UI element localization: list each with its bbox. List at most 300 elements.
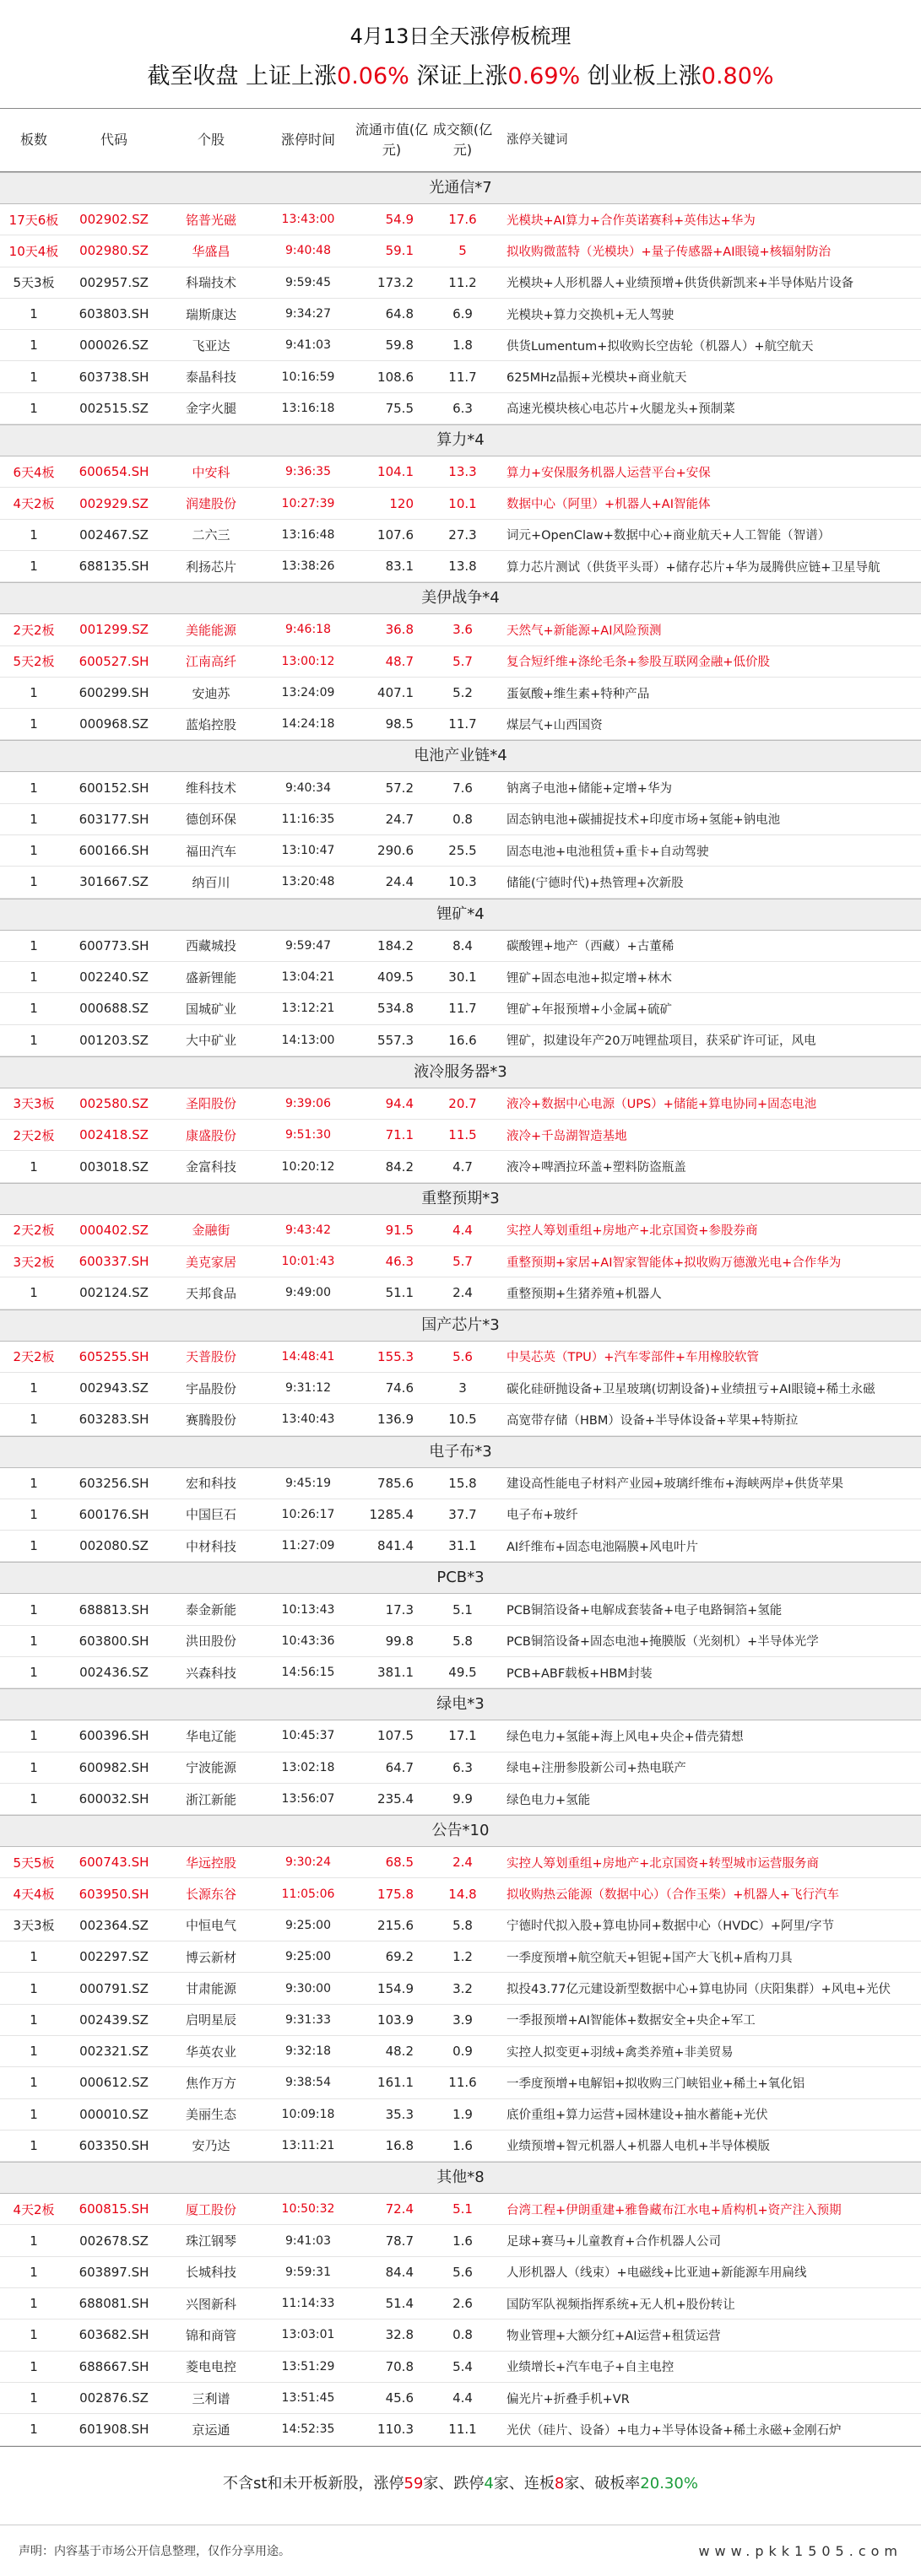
cell-cap: 57.2 — [385, 780, 414, 796]
table-row — [0, 2099, 921, 2130]
summary-t3: 家、破板率 — [564, 2474, 641, 2492]
cell-cap: 175.8 — [377, 1886, 414, 1902]
cell-code: 603283.SH — [79, 1412, 149, 1428]
cell-cap: 83.1 — [385, 559, 414, 575]
cell-time: 9:59:31 — [285, 2265, 331, 2279]
cell-code: 000968.SZ — [79, 716, 149, 732]
cell-name: 天普股份 — [185, 1349, 236, 1365]
cell-code: 002297.SZ — [79, 1949, 149, 1965]
cell-code: 600982.SH — [79, 1759, 149, 1775]
cell-name: 洪田股份 — [185, 1634, 236, 1650]
table-row — [0, 1941, 921, 1973]
cell-name: 美能能源 — [185, 622, 236, 638]
cell-cap: 841.4 — [377, 1538, 414, 1554]
cell-code: 600743.SH — [79, 1855, 149, 1871]
table-row — [0, 804, 921, 835]
cell-code: 000612.SZ — [79, 2075, 149, 2091]
cell-name: 中安科 — [192, 464, 230, 480]
cell-board: 1 — [30, 2106, 38, 2122]
table-row — [0, 330, 921, 361]
cell-time: 9:31:12 — [285, 1381, 331, 1396]
cell-time: 9:43:42 — [285, 1223, 331, 1237]
cell-keywords: 蛋氨酸+维生素+特种产品 — [507, 687, 650, 701]
cell-name: 泰晶科技 — [185, 370, 236, 386]
cell-vol: 17.1 — [448, 1728, 477, 1744]
cell-keywords: 固态电池+电池租赁+重卡+自动驾驶 — [507, 845, 709, 859]
cell-time: 13:51:29 — [281, 2359, 335, 2373]
category-header: 重整预期*3 — [0, 1183, 921, 1215]
cell-time: 10:13:43 — [281, 1602, 335, 1617]
cell-cap: 64.8 — [385, 306, 414, 322]
cell-name: 兴图新科 — [185, 2296, 236, 2312]
cell-board: 3天2板 — [13, 1254, 55, 1270]
table-row — [0, 2036, 921, 2067]
cell-board: 1 — [30, 1158, 38, 1175]
cell-time: 13:02:18 — [281, 1760, 335, 1774]
cell-board: 1 — [30, 2327, 38, 2343]
cell-vol: 2.4 — [452, 1285, 473, 1301]
cell-cap: 161.1 — [377, 2075, 414, 2091]
cell-cap: 84.4 — [385, 2264, 414, 2280]
cell-board: 10天4板 — [8, 243, 59, 259]
cell-name: 启明星辰 — [185, 2012, 236, 2028]
cell-name: 厦工股份 — [185, 2201, 236, 2217]
cell-time: 14:24:18 — [281, 717, 335, 732]
table-row — [0, 931, 921, 962]
table-row — [0, 1342, 921, 1373]
cell-keywords: 宁德时代拟入股+算电协同+数据中心（HVDC）+阿里/字节 — [507, 1920, 834, 1934]
cell-cap: 107.6 — [377, 527, 414, 543]
cell-keywords: 天然气+新能源+AI风险预测 — [507, 624, 662, 638]
cell-cap: 120 — [389, 495, 414, 511]
cell-cap: 184.2 — [377, 937, 414, 953]
cell-vol: 1.9 — [452, 2106, 473, 2122]
cell-code: 002436.SZ — [79, 1665, 149, 1681]
cell-cap: 24.4 — [385, 874, 414, 890]
cell-name: 纳百川 — [192, 874, 230, 890]
table-row — [0, 2225, 921, 2256]
cell-time: 9:38:54 — [285, 2076, 331, 2090]
cell-cap: 108.6 — [377, 369, 414, 385]
cell-vol: 30.1 — [448, 969, 477, 986]
cell-cap: 235.4 — [377, 1791, 414, 1807]
cell-keywords: 实控人筹划重组+房地产+北京国资+转型城市运营服务商 — [507, 1856, 819, 1871]
cell-vol: 5.4 — [452, 2358, 473, 2374]
category-header: 绿电*3 — [0, 1688, 921, 1720]
table-row — [0, 299, 921, 330]
cell-keywords: 拟投43.77亿元建设新型数据中心+算电协同（庆阳集群）+风电+光伏 — [507, 1983, 891, 1996]
cell-board: 1 — [30, 1506, 38, 1522]
cell-cap: 136.9 — [377, 1412, 414, 1428]
cell-cap: 103.9 — [377, 2012, 414, 2028]
cell-time: 13:16:48 — [281, 527, 335, 542]
cell-code: 002515.SZ — [79, 400, 149, 416]
cell-time: 14:52:35 — [281, 2422, 335, 2437]
cell-board: 1 — [30, 1980, 38, 1996]
cell-name: 美克家居 — [185, 1254, 236, 1270]
cell-vol: 1.6 — [452, 2137, 473, 2153]
cell-time: 11:05:06 — [281, 1887, 335, 1901]
cell-name: 维科技术 — [185, 780, 236, 797]
cell-time: 9:45:19 — [285, 1476, 331, 1490]
cell-vol: 6.9 — [452, 306, 473, 322]
table-row — [0, 235, 921, 267]
table-row — [0, 393, 921, 424]
cell-code: 002943.SZ — [79, 1380, 149, 1396]
cell-time: 10:27:39 — [281, 496, 335, 510]
cell-name: 三利谱 — [192, 2390, 230, 2406]
table-row — [0, 678, 921, 709]
cell-name: 博云新材 — [185, 1949, 236, 1965]
cell-vol: 5.8 — [452, 1633, 473, 1649]
table-row — [0, 520, 921, 551]
cell-vol: 0.8 — [452, 811, 473, 827]
cell-name: 康盛股份 — [185, 1127, 236, 1143]
cell-time: 9:30:24 — [285, 1855, 331, 1870]
cell-board: 4天2板 — [13, 2201, 55, 2217]
cell-keywords: 足球+赛马+儿童教育+合作机器人公司 — [507, 2235, 721, 2249]
cell-cap: 70.8 — [385, 2358, 414, 2374]
cell-name: 华远控股 — [185, 1855, 236, 1871]
category-header: 美伊战争*4 — [0, 582, 921, 614]
cell-board: 1 — [30, 1032, 38, 1048]
cell-board: 1 — [30, 811, 38, 827]
cell-vol: 3 — [458, 1380, 467, 1396]
cell-keywords: 词元+OpenClaw+数据中心+商业航天+人工智能（智谱） — [507, 529, 831, 543]
cell-board: 1 — [30, 2137, 38, 2153]
cell-time: 9:49:00 — [285, 1286, 331, 1300]
cell-vol: 15.8 — [448, 1475, 477, 1491]
cell-keywords: 钠离子电池+储能+定增+华为 — [507, 782, 672, 797]
cell-keywords: 液冷+数据中心电源（UPS）+储能+算电协同+固态电池 — [507, 1098, 817, 1112]
cell-vol: 10.3 — [448, 874, 477, 890]
cell-time: 9:32:18 — [285, 2044, 331, 2059]
table-row — [0, 646, 921, 678]
cell-time: 9:59:47 — [285, 938, 331, 953]
cell-name: 蓝焰控股 — [185, 716, 236, 732]
summary-line — [0, 2446, 921, 2521]
cell-code: 000026.SZ — [79, 338, 149, 354]
table-row — [0, 962, 921, 993]
table-row — [0, 709, 921, 740]
cell-vol: 0.9 — [452, 2044, 473, 2060]
cell-time: 9:59:45 — [285, 275, 331, 289]
cell-name: 江南高纤 — [185, 654, 236, 670]
cell-cap: 91.5 — [385, 1222, 414, 1238]
cell-cap: 54.9 — [385, 212, 414, 228]
cell-keywords: 电子布+玻纤 — [507, 1509, 578, 1523]
col-cap: 流通市值(亿元) — [355, 122, 429, 158]
cell-code: 002957.SZ — [79, 274, 149, 290]
cell-cap: 104.1 — [377, 464, 414, 480]
cell-name: 国城矿业 — [185, 1001, 236, 1017]
sz-label: 深证上涨 — [409, 63, 508, 89]
cell-keywords: 一季度预增+电解铝+拟收购三门峡铝业+稀土+氧化铝 — [507, 2076, 805, 2091]
cell-time: 9:40:34 — [285, 780, 331, 795]
cell-keywords: PCB+ABF载板+HBM封装 — [507, 1666, 653, 1681]
cell-vol: 5.8 — [452, 1917, 473, 1933]
cell-cap: 46.3 — [385, 1254, 414, 1270]
cell-cap: 64.7 — [385, 1759, 414, 1775]
cell-keywords: 台湾工程+伊朗重建+雅鲁藏布江水电+盾构机+资产注入预期 — [507, 2203, 842, 2217]
cell-code: 001203.SZ — [79, 1032, 149, 1048]
cell-keywords: 中昊芯英（TPU）+汽车零部件+车用橡胶软管 — [507, 1351, 760, 1365]
cell-name: 润建股份 — [185, 496, 236, 512]
cell-name: 中材科技 — [185, 1538, 236, 1554]
cell-board: 4天2板 — [13, 496, 55, 512]
cell-vol: 31.1 — [448, 1538, 477, 1554]
table-row — [0, 1973, 921, 2004]
cell-keywords: 重整预期+生猪养殖+机器人 — [507, 1287, 662, 1301]
cell-keywords: 光模块+AI算力+合作英诺赛科+英伟达+华为 — [507, 213, 756, 228]
table-row — [0, 2130, 921, 2162]
cell-name: 长城科技 — [185, 2265, 236, 2281]
cell-time: 10:09:18 — [281, 2107, 335, 2121]
cell-board: 5天3板 — [13, 275, 55, 291]
table-row — [0, 2194, 921, 2225]
cell-name: 珠江钢琴 — [185, 2233, 236, 2249]
cell-keywords: 业绩预增+智元机器人+机器人电机+半导体模版 — [507, 2140, 770, 2154]
cell-time: 9:30:00 — [285, 1981, 331, 1995]
cell-vol: 11.7 — [448, 716, 477, 732]
cell-name: 宇晶股份 — [185, 1380, 236, 1396]
cell-cap: 155.3 — [377, 1348, 414, 1364]
col-vol: 成交额(亿元) — [432, 122, 493, 158]
table-row — [0, 1499, 921, 1531]
cell-time: 9:39:06 — [285, 1096, 331, 1110]
cell-vol: 5.2 — [452, 685, 473, 700]
col-time: 涨停时间 — [280, 132, 335, 148]
cell-time: 11:16:35 — [281, 812, 335, 826]
table-row — [0, 772, 921, 803]
cell-cap: 71.1 — [385, 1127, 414, 1143]
cell-board: 4天4板 — [13, 1887, 55, 1903]
cell-code: 002321.SZ — [79, 2044, 149, 2060]
cell-vol: 11.1 — [448, 2422, 477, 2438]
cell-time: 13:10:47 — [281, 844, 335, 858]
cell-keywords: 高宽带存储（HBM）设备+半导体设备+苹果+特斯拉 — [507, 1413, 799, 1428]
cell-board: 1 — [30, 306, 38, 322]
cell-name: 二六三 — [192, 527, 230, 543]
cell-vol: 17.6 — [448, 212, 477, 228]
cell-board: 17天6板 — [8, 212, 59, 228]
cell-time: 10:01:43 — [281, 1255, 335, 1269]
cell-board: 1 — [30, 2296, 38, 2312]
cell-board: 6天4板 — [13, 464, 55, 480]
cell-cap: 407.1 — [377, 685, 414, 700]
cell-time: 11:27:09 — [281, 1539, 335, 1553]
cell-cap: 381.1 — [377, 1665, 414, 1681]
cell-time: 10:45:37 — [281, 1729, 335, 1743]
cell-keywords: 实控人拟变更+羽绒+禽类养殖+非美贸易 — [507, 2045, 734, 2060]
table-row — [0, 1720, 921, 1752]
cell-board: 5天2板 — [13, 654, 55, 670]
cell-keywords: 供货Lumentum+拟收购长空齿轮（机器人）+航空航天 — [507, 339, 814, 354]
cell-vol: 11.7 — [448, 369, 477, 385]
cell-keywords: 数据中心（阿里）+机器人+AI智能体 — [507, 498, 711, 512]
cell-name: 利扬芯片 — [185, 559, 236, 575]
cell-code: 603256.SH — [79, 1475, 149, 1491]
cell-name: 大中矿业 — [185, 1033, 236, 1049]
cell-keywords: 拟收购热云能源（数据中心）（合作玉柴）+机器人+飞行汽车 — [507, 1888, 840, 1903]
cell-name: 甘肃能源 — [185, 1981, 236, 1996]
cell-code: 603897.SH — [79, 2264, 149, 2280]
cell-cap: 35.3 — [385, 2106, 414, 2122]
cell-name: 中国巨石 — [185, 1507, 236, 1523]
cell-keywords: 实控人筹划重组+房地产+北京国资+参股券商 — [507, 1224, 758, 1239]
cell-code: 002364.SZ — [79, 1917, 149, 1933]
table-row — [0, 614, 921, 645]
cell-vol: 3.6 — [452, 622, 473, 638]
cell-vol: 11.5 — [448, 1127, 477, 1143]
cell-cap: 94.4 — [385, 1095, 414, 1111]
cell-board: 1 — [30, 1759, 38, 1775]
sh-change: 0.06% — [337, 63, 409, 89]
col-name: 个股 — [197, 132, 225, 148]
cell-cap: 290.6 — [377, 843, 414, 859]
table-row — [0, 867, 921, 898]
cell-time: 9:41:03 — [285, 2233, 331, 2248]
cell-board: 3天3板 — [13, 1096, 55, 1112]
cell-vol: 5 — [458, 243, 467, 259]
cell-code: 600152.SH — [79, 780, 149, 796]
cell-cap: 16.8 — [385, 2137, 414, 2153]
cell-keywords: AI纤维布+固态电池隔膜+风电叶片 — [507, 1540, 698, 1554]
cell-board: 1 — [30, 2233, 38, 2249]
cell-keywords: 碳酸锂+地产（西藏）+古董稀 — [507, 940, 674, 954]
cell-name: 盛新锂能 — [185, 969, 236, 986]
cell-board: 1 — [30, 874, 38, 890]
cell-cap: 75.5 — [385, 400, 414, 416]
category-header: 算力*4 — [0, 424, 921, 456]
cell-board: 3天3板 — [13, 1918, 55, 1934]
cell-vol: 49.5 — [448, 1665, 477, 1681]
cell-board: 1 — [30, 937, 38, 953]
cell-vol: 1.2 — [452, 1949, 473, 1965]
cell-code: 600166.SH — [79, 843, 149, 859]
limit-up-count: 59 — [404, 2474, 424, 2492]
cell-time: 13:24:09 — [281, 686, 335, 699]
cell-name: 菱电电控 — [185, 2359, 236, 2375]
cell-keywords: 高速光模块核心电芯片+火腿龙头+预制菜 — [507, 402, 735, 417]
cell-board: 1 — [30, 527, 38, 543]
cell-cap: 51.4 — [385, 2296, 414, 2312]
cell-keywords: 一季度预增+航空航天+钽铌+国产大飞机+盾构刀具 — [507, 1951, 793, 1965]
cell-vol: 3.9 — [452, 2012, 473, 2028]
cell-code: 603350.SH — [79, 2137, 149, 2153]
cell-name: 安乃达 — [192, 2138, 230, 2154]
cell-vol: 10.1 — [448, 495, 477, 511]
cell-board: 2天2板 — [13, 1127, 55, 1143]
cell-time: 13:16:18 — [281, 401, 335, 415]
cy-label: 创业板上涨 — [580, 63, 702, 89]
cell-name: 西藏城投 — [185, 938, 236, 954]
table-row — [0, 1246, 921, 1277]
cell-code: 003018.SZ — [79, 1158, 149, 1175]
cell-keywords: 625MHz晶振+光模块+商业航天 — [507, 371, 687, 386]
cell-name: 金字火腿 — [185, 401, 236, 417]
table-row — [0, 1531, 921, 1562]
cell-code: 688667.SH — [79, 2358, 149, 2374]
table-row — [0, 993, 921, 1024]
category-header: 光通信*7 — [0, 172, 921, 204]
cell-board: 1 — [30, 1601, 38, 1617]
cell-board: 2天2板 — [13, 1349, 55, 1365]
cell-time: 13:11:21 — [281, 2138, 335, 2152]
cell-code: 002678.SZ — [79, 2233, 149, 2249]
cell-vol: 5.1 — [452, 1601, 473, 1617]
cell-vol: 11.2 — [448, 274, 477, 290]
cell-code: 002240.SZ — [79, 969, 149, 986]
table-row — [0, 2288, 921, 2319]
cell-code: 600815.SH — [79, 2201, 149, 2217]
cell-board: 1 — [30, 843, 38, 859]
summary-t1: 家、跌停 — [423, 2474, 485, 2492]
cell-board: 1 — [30, 1285, 38, 1301]
cell-time: 10:43:36 — [281, 1634, 335, 1648]
cell-name: 赛腾股份 — [185, 1412, 236, 1428]
cell-vol: 16.6 — [448, 1032, 477, 1048]
table-row — [0, 1025, 921, 1056]
cell-code: 600654.SH — [79, 464, 149, 480]
cell-code: 688081.SH — [79, 2296, 149, 2312]
cell-board: 5天5板 — [13, 1855, 55, 1871]
cell-vol: 4.4 — [452, 1222, 473, 1238]
col-board: 板数 — [19, 132, 47, 148]
cell-code: 601908.SH — [79, 2422, 149, 2438]
cell-board: 1 — [30, 2422, 38, 2438]
cell-time: 9:51:30 — [285, 1128, 331, 1142]
category-header: 电池产业链*4 — [0, 740, 921, 772]
cell-keywords: 液冷+千岛湖智造基地 — [507, 1129, 627, 1143]
table-row — [0, 1878, 921, 1909]
cell-time: 9:46:18 — [285, 623, 331, 637]
cell-code: 002080.SZ — [79, 1538, 149, 1554]
cell-vol: 3.2 — [452, 1980, 473, 1996]
cell-name: 华英农业 — [185, 2044, 236, 2060]
cell-time: 14:48:41 — [281, 1349, 335, 1364]
table-row — [0, 1120, 921, 1151]
cell-vol: 4.4 — [452, 2390, 473, 2406]
table-row — [0, 551, 921, 582]
cell-cap: 173.2 — [377, 274, 414, 290]
cell-time: 14:56:15 — [281, 1666, 335, 1680]
cell-keywords: PCB铜箔设备+固态电池+掩膜版（光刻机）+半导体光学 — [507, 1635, 819, 1650]
cell-time: 9:36:35 — [285, 465, 331, 479]
table-row — [0, 1752, 921, 1784]
cell-code: 002902.SZ — [79, 212, 149, 228]
cell-board: 1 — [30, 2044, 38, 2060]
cell-cap: 74.6 — [385, 1380, 414, 1396]
cell-board: 1 — [30, 1001, 38, 1017]
cell-keywords: 液冷+啤酒拉环盖+塑料防盗瓶盖 — [507, 1161, 686, 1175]
cell-keywords: 复合短纤维+涤纶毛条+参股互联网金融+低价股 — [507, 656, 770, 670]
break-rate: 20.30% — [640, 2474, 698, 2492]
category-header: PCB*3 — [0, 1562, 921, 1594]
cell-cap: 36.8 — [385, 622, 414, 638]
cell-code: 603738.SH — [79, 369, 149, 385]
cell-name: 焦作万方 — [185, 2075, 236, 2091]
cell-code: 688813.SH — [79, 1601, 149, 1617]
sz-change: 0.69% — [507, 63, 581, 89]
cell-cap: 72.4 — [385, 2201, 414, 2217]
cell-name: 京运通 — [192, 2422, 230, 2438]
cell-cap: 48.7 — [385, 653, 414, 669]
cell-code: 605255.SH — [79, 1348, 149, 1364]
table-row — [0, 1594, 921, 1625]
summary-t2: 家、连板 — [493, 2474, 555, 2492]
cell-cap: 69.2 — [385, 1949, 414, 1965]
